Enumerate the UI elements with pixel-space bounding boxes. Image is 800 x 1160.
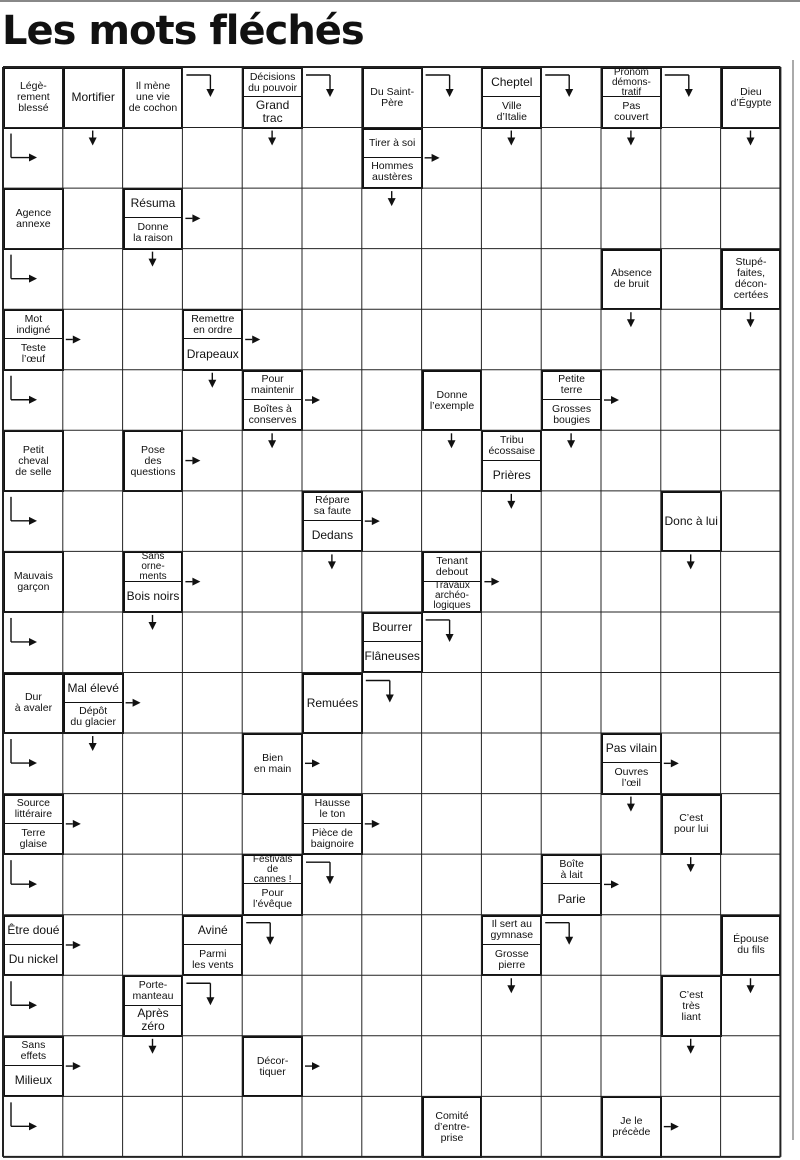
answer-cell[interactable]: [362, 1036, 422, 1097]
answer-cell[interactable]: [182, 249, 242, 310]
answer-cell[interactable]: [63, 491, 123, 552]
answer-cell[interactable]: [123, 309, 183, 370]
answer-cell[interactable]: [541, 188, 601, 249]
clue-text: Milieux: [3, 1066, 64, 1097]
clue-text: Donc à lui: [661, 491, 722, 553]
answer-cell[interactable]: [123, 854, 183, 915]
answer-cell[interactable]: [661, 128, 721, 189]
answer-cell[interactable]: [481, 188, 541, 249]
answer-cell[interactable]: [362, 309, 422, 370]
answer-cell[interactable]: [481, 854, 541, 915]
answer-cell[interactable]: [302, 430, 362, 491]
answer-cell[interactable]: [242, 673, 302, 734]
answer-cell[interactable]: [182, 370, 242, 431]
answer-cell[interactable]: [123, 249, 183, 310]
answer-cell[interactable]: [422, 249, 482, 310]
answer-cell[interactable]: [182, 551, 242, 612]
answer-cell[interactable]: [661, 67, 721, 128]
answer-cell[interactable]: [481, 370, 541, 431]
answer-cell[interactable]: [362, 794, 422, 855]
answer-cell[interactable]: [302, 1096, 362, 1157]
clue-text: Être doué: [3, 915, 64, 945]
clue-text: Dépôt du glacier: [63, 703, 124, 734]
answer-cell[interactable]: [541, 128, 601, 189]
answer-cell[interactable]: [661, 188, 721, 249]
clue-text: Épouse du fils: [721, 915, 782, 977]
answer-cell[interactable]: [721, 430, 781, 491]
answer-cell[interactable]: [721, 551, 781, 612]
clue-text: Mortifier: [63, 67, 124, 129]
answer-cell[interactable]: [481, 733, 541, 794]
answer-cell[interactable]: [661, 854, 721, 915]
answer-cell[interactable]: [601, 491, 661, 552]
answer-cell[interactable]: [242, 491, 302, 552]
answer-cell[interactable]: [362, 915, 422, 976]
answer-cell[interactable]: [721, 1096, 781, 1157]
clue-text: Tribu écossaise: [481, 430, 542, 460]
answer-cell[interactable]: [123, 673, 183, 734]
answer-cell[interactable]: [242, 551, 302, 612]
clue-text: Boîte à lait: [541, 854, 602, 884]
answer-cell[interactable]: [362, 854, 422, 915]
answer-cell[interactable]: [362, 673, 422, 734]
answer-cell[interactable]: [302, 309, 362, 370]
clue-text: Flâneuses: [362, 642, 423, 673]
answer-cell[interactable]: [123, 915, 183, 976]
answer-cell[interactable]: [422, 854, 482, 915]
clue-text: Travaux archéo- logiques: [422, 582, 483, 613]
answer-cell[interactable]: [3, 975, 63, 1036]
answer-cell[interactable]: [362, 188, 422, 249]
answer-cell[interactable]: [661, 915, 721, 976]
answer-cell[interactable]: [541, 551, 601, 612]
answer-cell[interactable]: [422, 188, 482, 249]
answer-cell[interactable]: [601, 975, 661, 1036]
answer-cell[interactable]: [601, 612, 661, 673]
answer-cell[interactable]: [302, 67, 362, 128]
answer-cell[interactable]: [63, 370, 123, 431]
answer-cell[interactable]: [3, 370, 63, 431]
clue-text: Pour l’évêque: [242, 884, 303, 915]
clue-text: Agence annexe: [3, 188, 64, 250]
answer-cell[interactable]: [242, 128, 302, 189]
answer-cell[interactable]: [242, 188, 302, 249]
answer-cell[interactable]: [63, 249, 123, 310]
clue-text: C’est pour lui: [661, 794, 722, 856]
answer-cell[interactable]: [182, 128, 242, 189]
answer-cell[interactable]: [721, 491, 781, 552]
answer-cell[interactable]: [661, 1096, 721, 1157]
answer-cell[interactable]: [601, 309, 661, 370]
answer-cell[interactable]: [182, 854, 242, 915]
clue-text: Je le précède: [601, 1096, 662, 1158]
answer-cell[interactable]: [601, 188, 661, 249]
answer-cell[interactable]: [123, 1096, 183, 1157]
answer-cell[interactable]: [422, 915, 482, 976]
answer-cell[interactable]: [541, 975, 601, 1036]
answer-cell[interactable]: [721, 309, 781, 370]
answer-cell[interactable]: [123, 370, 183, 431]
answer-cell[interactable]: [123, 491, 183, 552]
answer-cell[interactable]: [601, 551, 661, 612]
clue-text: Prières: [481, 461, 542, 492]
answer-cell[interactable]: [661, 551, 721, 612]
clue-text: Boîtes à conserves: [242, 400, 303, 431]
answer-cell[interactable]: [302, 733, 362, 794]
answer-cell[interactable]: [362, 1096, 422, 1157]
clue-text: Terre glaise: [3, 824, 64, 855]
clue-text: Bois noirs: [123, 582, 184, 613]
answer-cell[interactable]: [541, 67, 601, 128]
clue-text: Source littéraire: [3, 794, 64, 824]
answer-cell[interactable]: [63, 733, 123, 794]
answer-cell[interactable]: [541, 430, 601, 491]
answer-cell[interactable]: [661, 612, 721, 673]
clue-text: Bourrer: [362, 612, 423, 642]
answer-cell[interactable]: [3, 1096, 63, 1157]
clue-text: Décisions du pouvoir: [242, 67, 303, 97]
answer-cell[interactable]: [481, 491, 541, 552]
clue-text: Pronom démons- tratif: [601, 67, 662, 97]
clue-text: Il mène une vie de cochon: [123, 67, 184, 129]
clue-text: Bien en main: [242, 733, 303, 795]
answer-cell[interactable]: [3, 854, 63, 915]
answer-cell[interactable]: [541, 491, 601, 552]
answer-cell[interactable]: [182, 1096, 242, 1157]
answer-cell[interactable]: [661, 1036, 721, 1097]
answer-cell[interactable]: [63, 794, 123, 855]
answer-cell[interactable]: [721, 794, 781, 855]
answer-cell[interactable]: [3, 733, 63, 794]
clue-text: Mal élevé: [63, 673, 124, 703]
answer-cell[interactable]: [242, 915, 302, 976]
answer-cell[interactable]: [422, 430, 482, 491]
answer-cell[interactable]: [422, 309, 482, 370]
clue-text: Porte- manteau: [123, 975, 184, 1005]
answer-cell[interactable]: [242, 249, 302, 310]
answer-cell[interactable]: [63, 128, 123, 189]
answer-cell[interactable]: [63, 188, 123, 249]
clue-text: Pas couvert: [601, 97, 662, 128]
answer-cell[interactable]: [541, 249, 601, 310]
answer-cell[interactable]: [302, 915, 362, 976]
clue-text: Résuma: [123, 188, 184, 218]
answer-cell[interactable]: [481, 794, 541, 855]
answer-cell[interactable]: [601, 915, 661, 976]
clue-text: Pose des questions: [123, 430, 184, 492]
clue-text: Grosse pierre: [481, 945, 542, 976]
answer-cell[interactable]: [3, 612, 63, 673]
clue-text: Ville d’Italie: [481, 97, 542, 128]
answer-cell[interactable]: [123, 1036, 183, 1097]
clue-text: Légè- rement blessé: [3, 67, 64, 129]
answer-cell[interactable]: [661, 733, 721, 794]
answer-cell[interactable]: [302, 612, 362, 673]
answer-cell[interactable]: [541, 733, 601, 794]
clue-text: C’est très liant: [661, 975, 722, 1037]
answer-cell[interactable]: [182, 733, 242, 794]
answer-cell[interactable]: [3, 128, 63, 189]
clue-text: Décor- tiquer: [242, 1036, 303, 1098]
answer-cell[interactable]: [182, 491, 242, 552]
answer-cell[interactable]: [63, 854, 123, 915]
clue-text: Remuées: [302, 673, 363, 735]
clue-text: Teste l’œuf: [3, 339, 64, 370]
clue-text: Festivals de cannes !: [242, 854, 303, 884]
answer-cell[interactable]: [302, 551, 362, 612]
clue-text: Petit cheval de selle: [3, 430, 64, 492]
clue-text: Dedans: [302, 521, 363, 552]
answer-cell[interactable]: [63, 309, 123, 370]
answer-cell[interactable]: [721, 370, 781, 431]
answer-cell[interactable]: [481, 1036, 541, 1097]
answer-cell[interactable]: [481, 551, 541, 612]
answer-cell[interactable]: [541, 673, 601, 734]
answer-cell[interactable]: [541, 794, 601, 855]
clue-text: Après zéro: [123, 1006, 184, 1037]
answer-cell[interactable]: [541, 1036, 601, 1097]
answer-cell[interactable]: [302, 370, 362, 431]
answer-cell[interactable]: [63, 551, 123, 612]
answer-cell[interactable]: [63, 915, 123, 976]
answer-cell[interactable]: [182, 794, 242, 855]
answer-cell[interactable]: [63, 1036, 123, 1097]
answer-cell[interactable]: [302, 249, 362, 310]
clue-text: Sans effets: [3, 1036, 64, 1066]
answer-cell[interactable]: [661, 673, 721, 734]
answer-cell[interactable]: [422, 733, 482, 794]
clue-text: Sans orne- ments: [123, 551, 184, 581]
answer-cell[interactable]: [481, 309, 541, 370]
answer-cell[interactable]: [182, 612, 242, 673]
answer-cell[interactable]: [721, 975, 781, 1036]
answer-cell[interactable]: [721, 612, 781, 673]
answer-cell[interactable]: [661, 309, 721, 370]
answer-cell[interactable]: [182, 975, 242, 1036]
clue-text: Absence de bruit: [601, 249, 662, 311]
answer-cell[interactable]: [481, 673, 541, 734]
answer-cell[interactable]: [63, 612, 123, 673]
clue-text: Stupé- faites, décon- certées: [721, 249, 782, 311]
answer-cell[interactable]: [721, 188, 781, 249]
answer-cell[interactable]: [302, 188, 362, 249]
answer-cell[interactable]: [601, 430, 661, 491]
answer-cell[interactable]: [302, 854, 362, 915]
clue-text: Mot indigné: [3, 309, 64, 339]
answer-cell[interactable]: [362, 370, 422, 431]
answer-cell[interactable]: [3, 491, 63, 552]
clue-text: Dieu d’Égypte: [721, 67, 782, 129]
clue-text: Pièce de baignoire: [302, 824, 363, 855]
answer-cell[interactable]: [123, 794, 183, 855]
answer-cell[interactable]: [302, 1036, 362, 1097]
clue-text: Tenant debout: [422, 551, 483, 581]
answer-cell[interactable]: [601, 794, 661, 855]
answer-cell[interactable]: [601, 673, 661, 734]
answer-cell[interactable]: [422, 491, 482, 552]
answer-cell[interactable]: [3, 249, 63, 310]
clue-text: Dur à avaler: [3, 673, 64, 735]
answer-cell[interactable]: [541, 309, 601, 370]
answer-cell[interactable]: [182, 430, 242, 491]
clue-text: Aviné: [182, 915, 243, 945]
answer-cell[interactable]: [481, 128, 541, 189]
answer-cell[interactable]: [481, 975, 541, 1036]
answer-cell[interactable]: [242, 309, 302, 370]
clue-text: Cheptel: [481, 67, 542, 97]
answer-cell[interactable]: [242, 1096, 302, 1157]
answer-cell[interactable]: [182, 67, 242, 128]
answer-cell[interactable]: [362, 975, 422, 1036]
answer-cell[interactable]: [422, 975, 482, 1036]
answer-cell[interactable]: [362, 491, 422, 552]
answer-cell[interactable]: [362, 430, 422, 491]
clue-text: Mauvais garçon: [3, 551, 64, 613]
page-title: Les mots fléchés: [2, 8, 364, 54]
answer-cell[interactable]: [302, 128, 362, 189]
answer-cell[interactable]: [721, 1036, 781, 1097]
answer-cell[interactable]: [123, 733, 183, 794]
answer-cell[interactable]: [721, 733, 781, 794]
answer-cell[interactable]: [601, 370, 661, 431]
clue-text: Donne l’exemple: [422, 370, 483, 432]
answer-cell[interactable]: [182, 673, 242, 734]
clue-text: Grand trac: [242, 97, 303, 128]
answer-cell[interactable]: [422, 1036, 482, 1097]
answer-cell[interactable]: [123, 612, 183, 673]
answer-cell[interactable]: [422, 673, 482, 734]
clue-text: Grosses bougies: [541, 400, 602, 431]
answer-cell[interactable]: [242, 612, 302, 673]
clue-text: Donne la raison: [123, 218, 184, 249]
answer-cell[interactable]: [601, 128, 661, 189]
answer-cell[interactable]: [661, 430, 721, 491]
answer-cell[interactable]: [661, 370, 721, 431]
clue-text: Pas vilain: [601, 733, 662, 763]
answer-cell[interactable]: [481, 249, 541, 310]
answer-cell[interactable]: [541, 1096, 601, 1157]
answer-cell[interactable]: [721, 128, 781, 189]
answer-cell[interactable]: [541, 915, 601, 976]
answer-cell[interactable]: [63, 430, 123, 491]
answer-cell[interactable]: [242, 975, 302, 1036]
answer-cell[interactable]: [481, 1096, 541, 1157]
answer-cell[interactable]: [481, 612, 541, 673]
clue-text: Tirer à soi: [362, 128, 423, 158]
answer-cell[interactable]: [422, 612, 482, 673]
clue-text: Comité d’entre- prise: [422, 1096, 483, 1158]
answer-cell[interactable]: [63, 1096, 123, 1157]
clue-text: Drapeaux: [182, 339, 243, 370]
clue-text: Ouvres l’œil: [601, 763, 662, 794]
answer-cell[interactable]: [63, 975, 123, 1036]
answer-cell[interactable]: [123, 128, 183, 189]
answer-cell[interactable]: [242, 794, 302, 855]
clue-text: Répare sa faute: [302, 491, 363, 521]
clue-text: Petite terre: [541, 370, 602, 400]
answer-cell[interactable]: [362, 733, 422, 794]
clue-text: Hausse le ton: [302, 794, 363, 824]
answer-cell[interactable]: [422, 794, 482, 855]
answer-cell[interactable]: [362, 249, 422, 310]
answer-cell[interactable]: [721, 854, 781, 915]
answer-cell[interactable]: [601, 854, 661, 915]
answer-cell[interactable]: [721, 673, 781, 734]
clue-text: Hommes austères: [362, 158, 423, 189]
answer-cell[interactable]: [182, 188, 242, 249]
clue-text: Du Saint- Père: [362, 67, 423, 129]
clue-text: Parie: [541, 884, 602, 915]
answer-cell[interactable]: [541, 612, 601, 673]
answer-cell[interactable]: [242, 430, 302, 491]
clue-text: Parmi les vents: [182, 945, 243, 976]
answer-cell[interactable]: [422, 128, 482, 189]
clue-text: Du nickel: [3, 945, 64, 976]
clue-text: Pour maintenir: [242, 370, 303, 400]
answer-cell[interactable]: [182, 1036, 242, 1097]
answer-cell[interactable]: [302, 975, 362, 1036]
answer-cell[interactable]: [601, 1036, 661, 1097]
clue-text: Il sert au gymnase: [481, 915, 542, 945]
answer-cell[interactable]: [422, 67, 482, 128]
answer-cell[interactable]: [362, 551, 422, 612]
clue-text: Remettre en ordre: [182, 309, 243, 339]
answer-cell[interactable]: [661, 249, 721, 310]
